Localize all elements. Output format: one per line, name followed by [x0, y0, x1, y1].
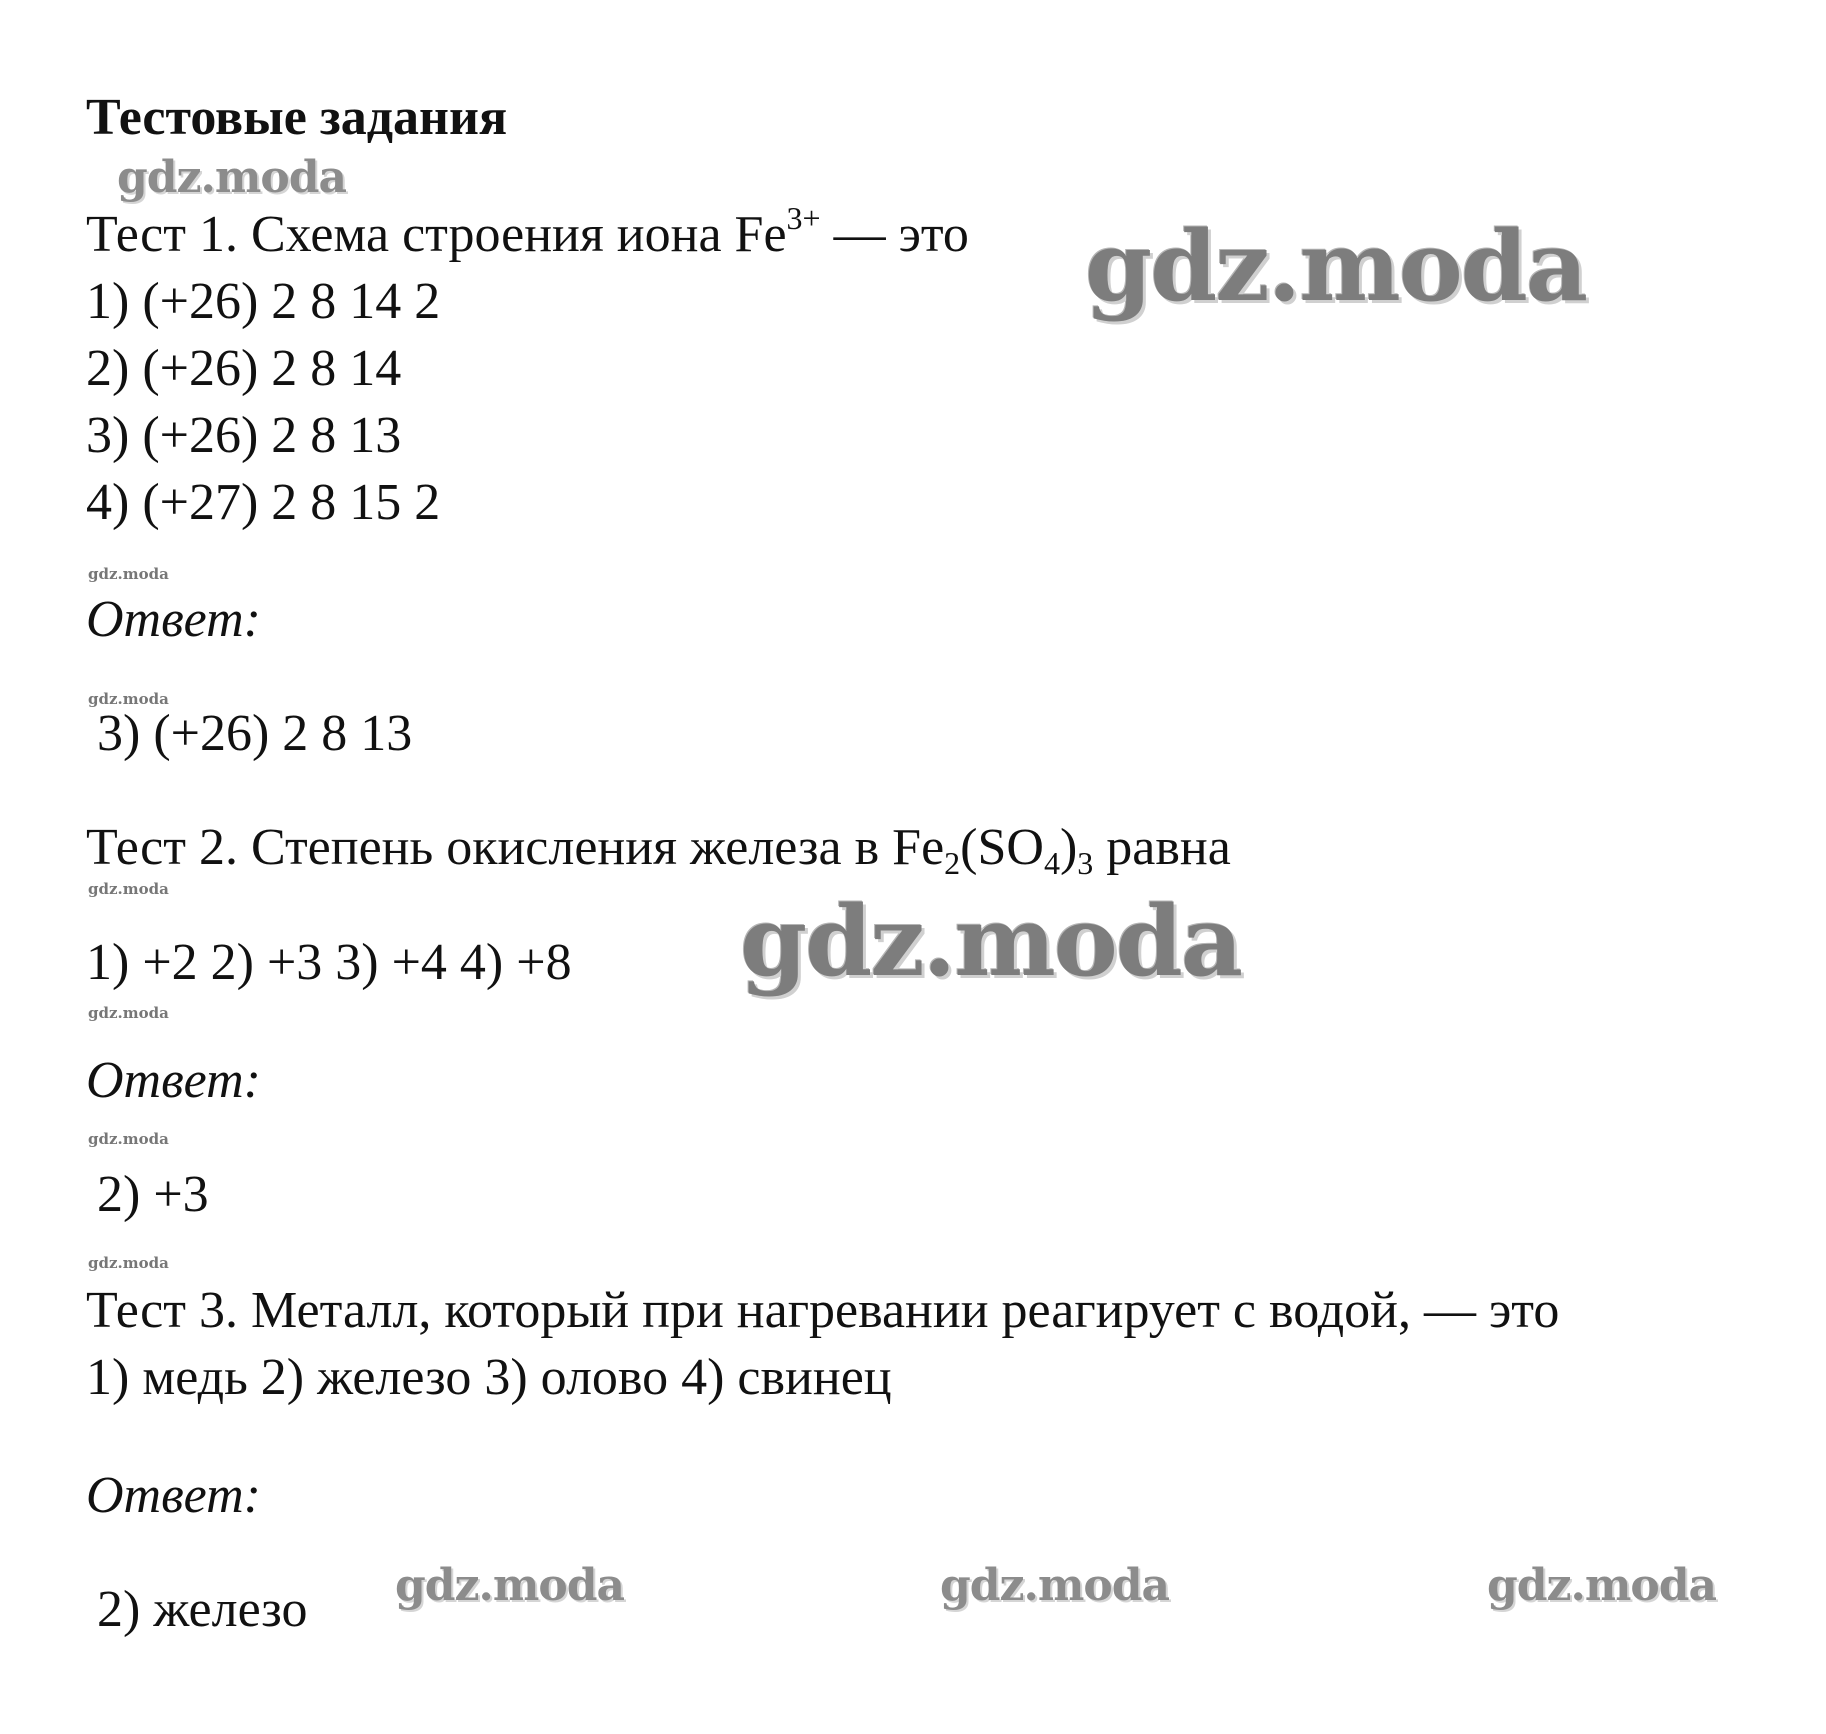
test1-ion-charge: 3+	[786, 200, 821, 236]
test2-formula-mid: (SO	[960, 819, 1044, 876]
test1-option-4: 4) (+27) 2 8 15 2	[86, 474, 441, 531]
test1-answer-label: Ответ:	[86, 591, 261, 648]
page-heading: Тестовые задания	[86, 89, 508, 146]
test3-question: Тест 3. Металл, который при нагревании реагирует с водой, — это	[86, 1282, 1560, 1339]
test1-option-2: 2) (+26) 2 8 14	[86, 340, 402, 397]
test3-answer: 2) железо	[97, 1581, 308, 1638]
test1-question	[86, 200, 969, 270]
test1-answer: 3) (+26) 2 8 13	[97, 705, 413, 762]
watermark: gdz.moda	[88, 565, 169, 583]
test2-options: 1) +2 2) +3 3) +4 4) +8	[86, 934, 572, 991]
watermark: gdz.moda	[1487, 1560, 1717, 1611]
watermark: gdz.moda	[395, 1560, 625, 1611]
watermark: gdz.moda	[88, 1130, 169, 1148]
test2-sub-fe: 2	[944, 845, 961, 881]
watermark: gdz.moda	[88, 1254, 169, 1272]
test1-question-suffix: — это	[820, 206, 969, 263]
watermark: gdz.moda	[1085, 210, 1587, 323]
test2-answer-label: Ответ:	[86, 1052, 261, 1109]
watermark: gdz.moda	[940, 1560, 1170, 1611]
test2-question-prefix: Тест 2. Степень окисления железа в Fe	[86, 819, 945, 876]
watermark: gdz.moda	[88, 690, 169, 708]
watermark: gdz.moda	[117, 152, 347, 203]
test3-answer-label: Ответ:	[86, 1467, 261, 1524]
watermark: gdz.moda	[88, 1004, 169, 1022]
test2-question-suffix: равна	[1093, 819, 1231, 876]
test1-option-1: 1) (+26) 2 8 14 2	[86, 273, 441, 330]
test2-answer: 2) +3	[97, 1166, 209, 1223]
test2-question	[86, 818, 1231, 883]
test1-option-3: 3) (+26) 2 8 13	[86, 407, 402, 464]
test1-question-prefix: Тест 1. Схема строения иона Fe	[86, 206, 787, 263]
test2-sub-o: 4	[1043, 845, 1060, 881]
test3-options: 1) медь 2) железо 3) олово 4) свинец	[86, 1349, 892, 1406]
test2-formula-close: )	[1059, 819, 1078, 876]
watermark: gdz.moda	[740, 885, 1242, 998]
watermark: gdz.moda	[88, 880, 169, 898]
test2-sub-group: 3	[1077, 845, 1094, 881]
